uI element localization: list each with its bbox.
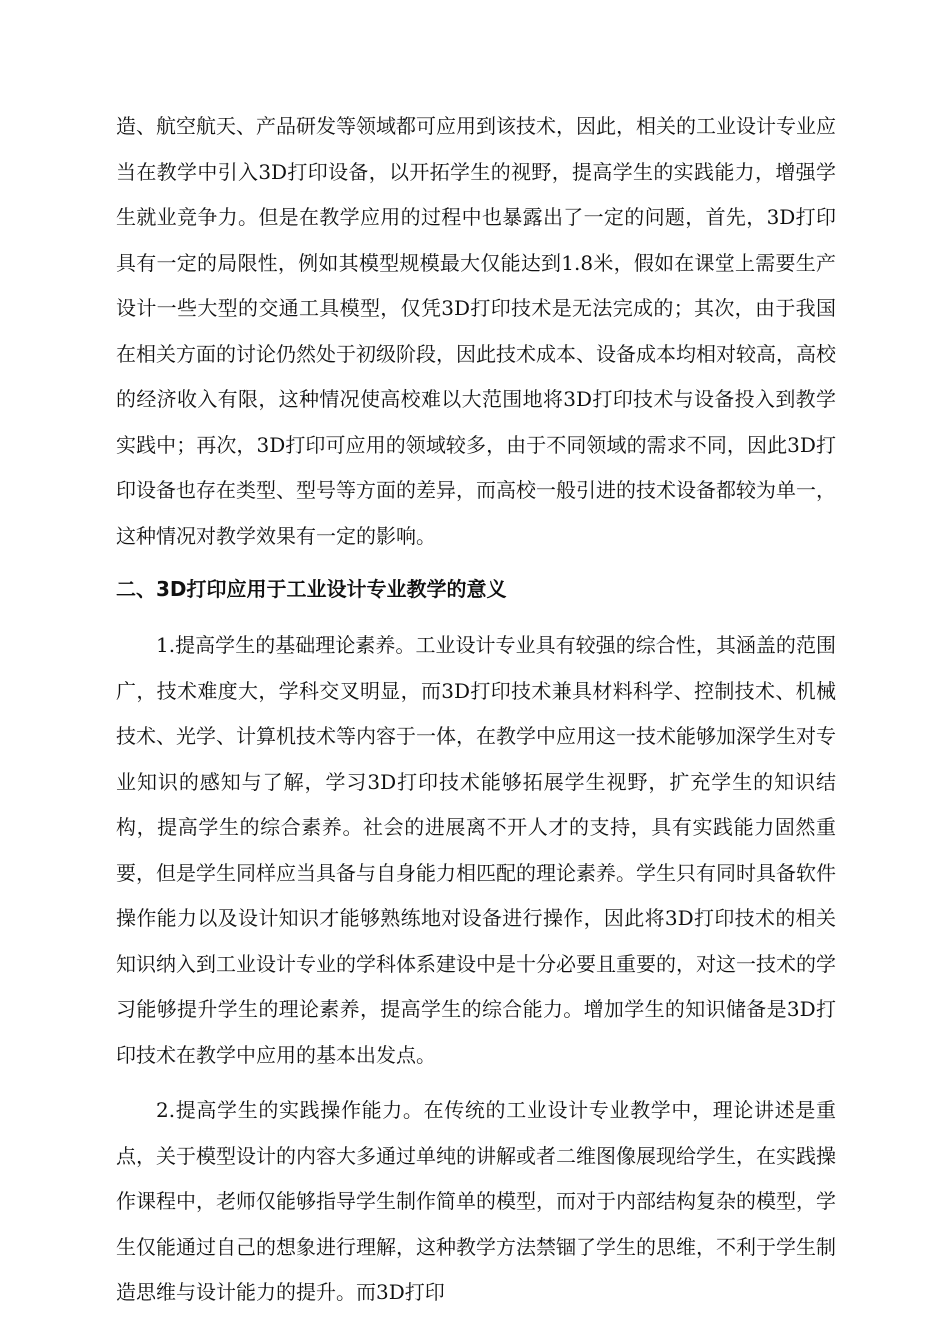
document-page <box>116 104 836 1326</box>
section-heading: 二、3D打印应用于工业设计专业教学的意义 <box>116 577 507 601</box>
body-paragraph-2: 2.提高学生的实践操作能力。在传统的工业设计专业教学中，理论讲述是重点，关于模型设计的内容大多通过单纯的讲解或者二维图像展现给学生，在实践操作课程中，老师仅能够指导学生制作简单的模型，而对于内部结构复杂的模型，学生仅能通过自己的想象进行理解，这种教学方法禁锢了学生的思维，不利于学生制造思维与设计能力的提升。而3D打印 <box>116 1098 836 1304</box>
body-paragraph-1: 1.提高学生的基础理论素养。工业设计专业具有较强的综合性，其涵盖的范围广，技术难度大，学科交叉明显，而3D打印技术兼具材料科学、控制技术、机械技术、光学、计算机技术等内容于一体，在教学中应用这一技术能够加深学生对专业知识的感知与了解，学习3D打印技术能够拓展学生视野，扩充学生的知识结构，提高学生的综合素养。社会的进展离不开人才的支持，具有实践能力固然重要，但是学生同样应当具备与自身能力相匹配的理论素养。学生只有同时具备软件操作能力以及设计知识才能够熟练地对设备进行操作，因此将3D打印技术的相关知识纳入到工业设计专业的学科体系建设中是十分必要且重要的，对这一技术的学习能够提升学生的理论素养，提高学生的综合能力。增加学生的知识储备是3D打印技术在教学中应用的基本出发点。 <box>116 633 836 1067</box>
body-paragraph-continued: 造、航空航天、产品研发等领域都可应用到该技术，因此，相关的工业设计专业应当在教学中引入3D打印设备，以开拓学生的视野，提高学生的实践能力，增强学生就业竞争力。但是在教学应用的过程中也暴露出了一定的问题，首先，3D打印具有一定的局限性，例如其模型规模最大仅能达到1.8米，假如在课堂上需要生产设计一些大型的交通工具模型，仅凭3D打印技术是无法完成的；其次，由于我国在相关方面的讨论仍然处于初级阶段，因此技术成本、设备成本均相对较高，高校的经济收入有限，这种情况使高校难以大范围地将3D打印技术与设备投入到教学实践中；再次，3D打印可应用的领域较多，由于不同领域的需求不同，因此3D打印设备也存在类型、型号等方面的差异，而高校一般引进的技术设备都较为单一，这种情况对教学效果有一定的影响。 <box>116 114 836 548</box>
